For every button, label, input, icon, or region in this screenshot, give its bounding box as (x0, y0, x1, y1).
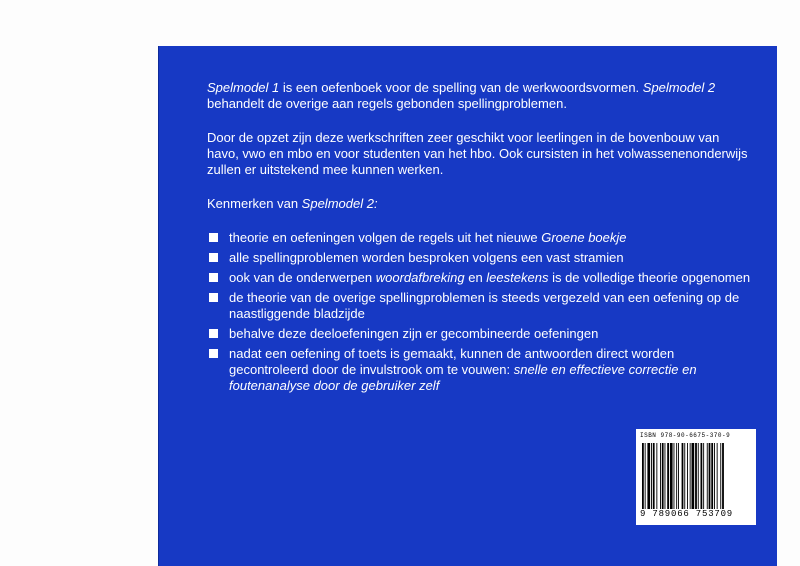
paragraph-1 (207, 80, 752, 112)
barcode-bar (651, 443, 652, 509)
barcode-bar (662, 443, 664, 509)
list-item (207, 250, 752, 266)
barcode-bar (707, 443, 708, 509)
barcode-bar (670, 443, 673, 509)
bullet-square-icon (209, 293, 218, 302)
list-item (207, 346, 752, 394)
barcode-bar (692, 443, 695, 509)
barcode-bar (656, 443, 657, 509)
back-cover (158, 46, 777, 566)
features-intro (207, 196, 752, 212)
feature-text: theorie en oefeningen volgen de regels uit het nieuwe (229, 230, 542, 245)
features-list (207, 230, 752, 394)
bullet-square-icon (209, 273, 218, 282)
barcode-bar (676, 443, 677, 509)
barcode-bar (703, 443, 704, 509)
feature-italic: Groene boekje (541, 230, 627, 245)
barcode-bar (642, 443, 644, 509)
barcode-bar (720, 443, 721, 509)
list-item (207, 270, 752, 286)
barcode-bar (701, 443, 703, 509)
paragraph-1-text-a: is een oefenboek voor de spelling van de werkwoordsvormen. (279, 80, 643, 95)
bullet-square-icon (209, 329, 218, 338)
list-item (207, 326, 752, 342)
barcode-bar (684, 443, 685, 509)
barcode-bar (711, 443, 713, 509)
title-spelmodel-2: Spelmodel 2 (642, 80, 716, 95)
barcode-bar (678, 443, 679, 509)
title-spelmodel-1: Spelmodel 1 (207, 80, 280, 95)
feature-text: alle spellingproblemen worden besproken volgens een vast stramien (229, 250, 624, 265)
barcode-bar (653, 443, 655, 509)
barcode-digits: 9 789066 753709 (640, 509, 734, 519)
barcode-bar (645, 443, 646, 509)
barcode-bar (690, 443, 691, 509)
barcode-bar (714, 443, 715, 509)
feature-text: ook van de onderwerpen (229, 270, 376, 285)
feature-italic: leestekens (486, 270, 549, 285)
barcode-bars (642, 443, 750, 509)
barcode-bar (665, 443, 666, 509)
barcode-bar (687, 443, 688, 509)
barcode-bar (717, 443, 718, 509)
barcode-bar (667, 443, 669, 509)
list-item (207, 290, 752, 322)
paragraph-2: Door de opzet zijn deze werkschriften zeer geschikt voor leerlingen in de bovenbouw van havo, vwo en mbo en voor studenten van het hbo. Ook cursisten in het volwassenenonderwijs zullen er uitstekend mee kunnen werken. (207, 130, 748, 177)
features-intro-italic: Spelmodel 2: (301, 196, 378, 211)
cover-blurb (207, 80, 752, 398)
isbn-barcode (636, 429, 756, 525)
isbn-label: ISBN 978-90-6675-370-9 (640, 432, 731, 439)
barcode-bar (722, 443, 724, 509)
paragraph-1-text-b: behandelt de overige aan regels gebonden spellingproblemen. (207, 96, 567, 111)
feature-text: de theorie van de overige spellingproblemen is steeds vergezeld van een oefening op de naastliggende bladzijde (229, 290, 740, 321)
feature-text: nadat een oefening of toets is gemaakt, kunnen de antwoorden direct worden gecontroleerd door de invulstrook om te vouwen: (229, 346, 675, 377)
bullet-square-icon (209, 253, 218, 262)
feature-text: is de volledige theorie opgenomen (548, 270, 751, 285)
features-intro-text: Kenmerken van (207, 196, 302, 211)
barcode-bar (698, 443, 699, 509)
list-item (207, 230, 752, 246)
barcode-bar (709, 443, 711, 509)
bullet-square-icon (209, 233, 218, 242)
barcode-bar (674, 443, 675, 509)
barcode-bar (682, 443, 684, 509)
feature-text: en (464, 270, 487, 285)
feature-italic: snelle en effectieve correctie en foutenanalyse door de gebruiker zelf (229, 362, 697, 393)
bullet-square-icon (209, 349, 218, 358)
barcode-bar (647, 443, 650, 509)
feature-text: behalve deze deeloefeningen zijn er gecombineerde oefeningen (229, 326, 599, 341)
feature-italic: woordafbreking (375, 270, 465, 285)
barcode-bar (660, 443, 661, 509)
barcode-bar (695, 443, 697, 509)
